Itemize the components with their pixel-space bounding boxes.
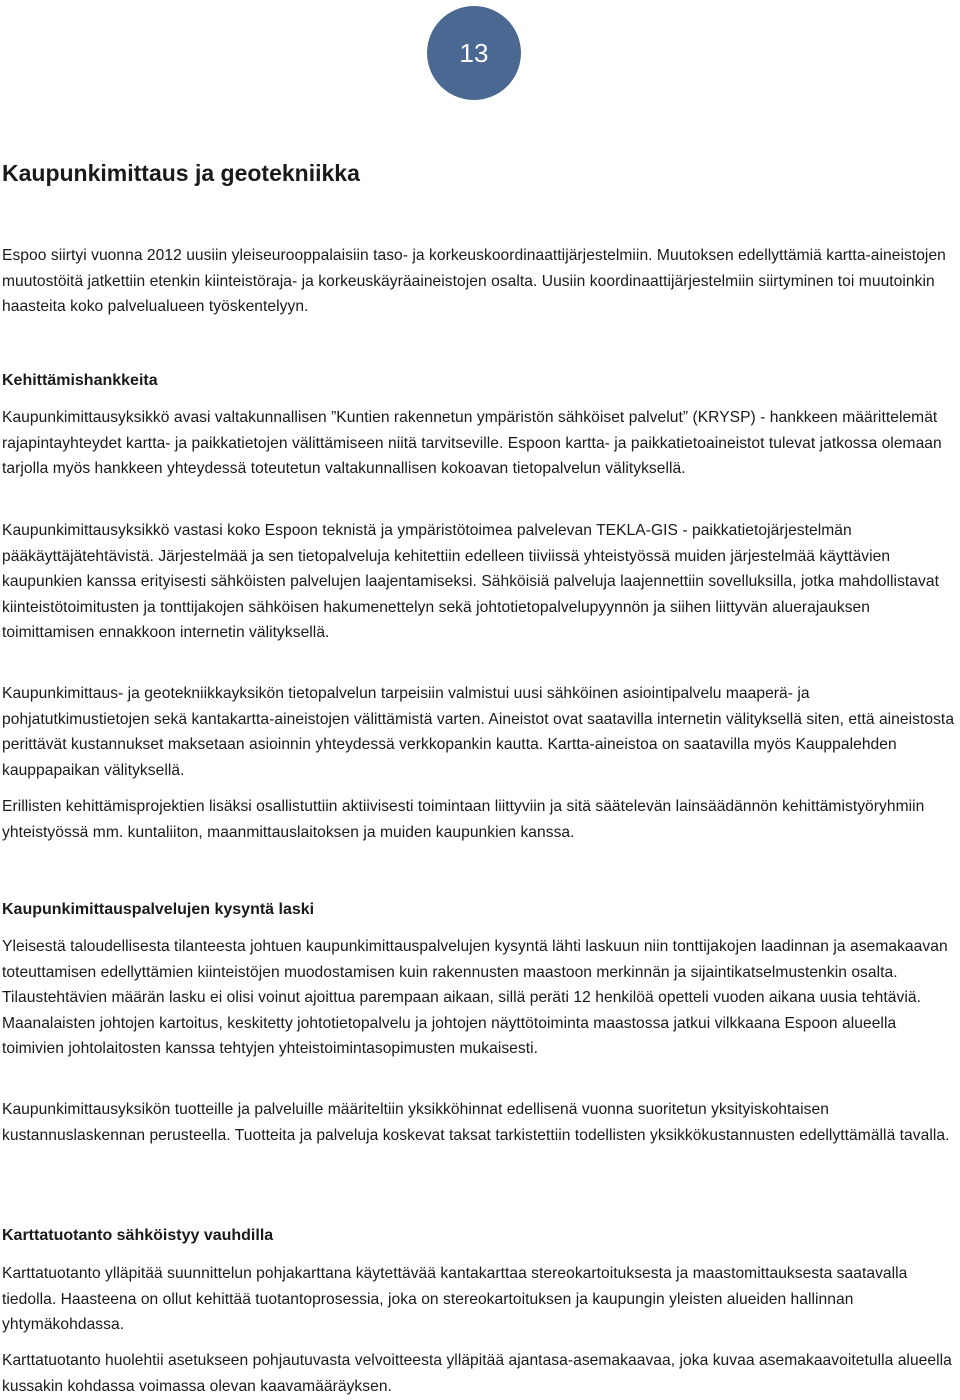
section-heading-kysynta-laski: Kaupunkimittauspalvelujen kysyntä laski <box>2 901 315 918</box>
section-heading-karttatuotanto: Karttatuotanto sähköistyy vauhdilla <box>2 1227 274 1244</box>
section-2-paragraph-2: Kaupunkimittausyksikön tuotteille ja palveluille määriteltiin yksikköhinnat edellisenä vuonna suoritetun yksityiskohtaisen kustannuslaskennan perusteella. Tuotteita ja palveluja koskevat taksat tarkistettiin todellisten yksikkökustannusten edellyttämällä tavalla. <box>2 1101 950 1144</box>
section-1-paragraph-3: Kaupunkimittaus- ja geotekniikkayksikön tietopalvelun tarpeisiin valmistui uusi sähköinen asiointipalvelu maaperä- ja pohjatutkimustietojen sekä kantakartta-aineistojen välittämistä varten. Aineistot ovat saatavilla internetin välityksellä siten, että aineistosta perittävät kustannukset maksetaan asioinnin yhteydessä verkkopankin kautta. Kartta-aineistoa on saatavilla myös Kauppalehden kauppapaikan välityksellä. <box>2 685 955 779</box>
section-3-paragraph-1: Karttatuotanto ylläpitää suunnittelun pohjakarttana käytettävää kantakarttaa stereokartoituksesta ja maastomittauksesta saatavalla tiedolla. Haasteena on ollut kehittää tuotantoprosessia, joka on stereokartoituksen ja kaupungin yleisten alueiden hallinnan yhtymäkohdassa. <box>2 1265 908 1333</box>
page-number-badge: 13 <box>427 6 521 100</box>
page-title: Kaupunkimittaus ja geotekniikka <box>2 160 360 186</box>
section-1-paragraph-1: Kaupunkimittausyksikkö avasi valtakunnallisen ”Kuntien rakennetun ympäristön sähköiset palvelut” (KRYSP) - hankkeen määrittelemät rajapintayhteydet kartta- ja paikkatietojen välittämiseen niitä tarvitseville. Espoon kartta- ja paikkatietoaineistot tulevat jatkossa olemaan tarjolla myös hankkeen yhteydessä toteutetun valtakunnallisen kokoavan tietopalvelun välityksellä. <box>2 409 942 477</box>
section-2-paragraph-1: Yleisestä taloudellisesta tilanteesta johtuen kaupunkimittauspalvelujen kysyntä lähti laskuun niin tonttijakojen laadinnan ja asemakaavan toteuttamisen edellyttämien kiinteistöjen muodostamisen kuin rakennusten maastoon merkinnän ja sijaintikatselmustenkin osalta. Tilaustehtävien määrän lasku ei olisi voinut ajoittua parempaan aikaan, sillä peräti 12 henkilöä opetteli vuoden aikana uusia tehtäviä. Maanalaisten johtojen kartoitus, keskitetty johtotietopalvelu ja johtojen näyttötoiminta maastossa jatkui vilkkaana Espoon alueella toimivien johtolaitosten kanssa tehtyjen yhteistoimintasopimusten mukaisesti. <box>2 938 948 1057</box>
intro-paragraph: Espoo siirtyi vuonna 2012 uusiin yleiseurooppalaisiin taso- ja korkeuskoordinaattijärjestelmiin. Muutoksen edellyttämiä kartta-aineistojen muutostöitä jatkettiin etenkin kiinteistöraja- ja korkeuskäyräaineistojen osalta. Uusiin koordinaattijärjestelmiin siirtyminen toi muutoinkin haasteita koko palvelualueen työskentelyyn. <box>2 247 946 315</box>
section-1-paragraph-4: Erillisten kehittämisprojektien lisäksi osallistuttiin aktiivisesti toimintaan liittyviin ja sitä säätelevän lainsäädännön kehittämistyöryhmiin yhteistyössä mm. kuntaliiton, maanmittauslaitoksen ja muiden kaupunkien kanssa. <box>2 798 925 841</box>
section-1-paragraph-2: Kaupunkimittausyksikkö vastasi koko Espoon teknistä ja ympäristötoimea palvelevan TEKLA-GIS - paikkatietojärjestelmän pääkäyttäjätehtävistä. Järjestelmää ja sen tietopalveluja kehitettiin edelleen tiiviissä yhteistyössä muiden järjestelmää käyttävien kaupunkien kanssa erityisesti sähköisten palvelujen laajentamiseksi. Sähköisiä palveluja laajennettiin sovelluksilla, jotka mahdollistavat kiinteistötoimitusten ja tonttijakojen sähköisen hakumenettelyn sekä johtotietopalvelupyynnön ja siihen liittyvän aluerajauksen toimittamisen ennakkoon internetin välityksellä. <box>2 522 939 641</box>
section-heading-kehittamishankkeita: Kehittämishankkeita <box>2 372 158 389</box>
section-3-paragraph-2: Karttatuotanto huolehtii asetukseen pohjautuvasta velvoitteesta ylläpitää ajantasa-asemakaavaa, joka kuvaa asemakaavoitetulla alueella kussakin kohdassa voimassa olevan kaavamääräyksen. <box>2 1352 952 1395</box>
